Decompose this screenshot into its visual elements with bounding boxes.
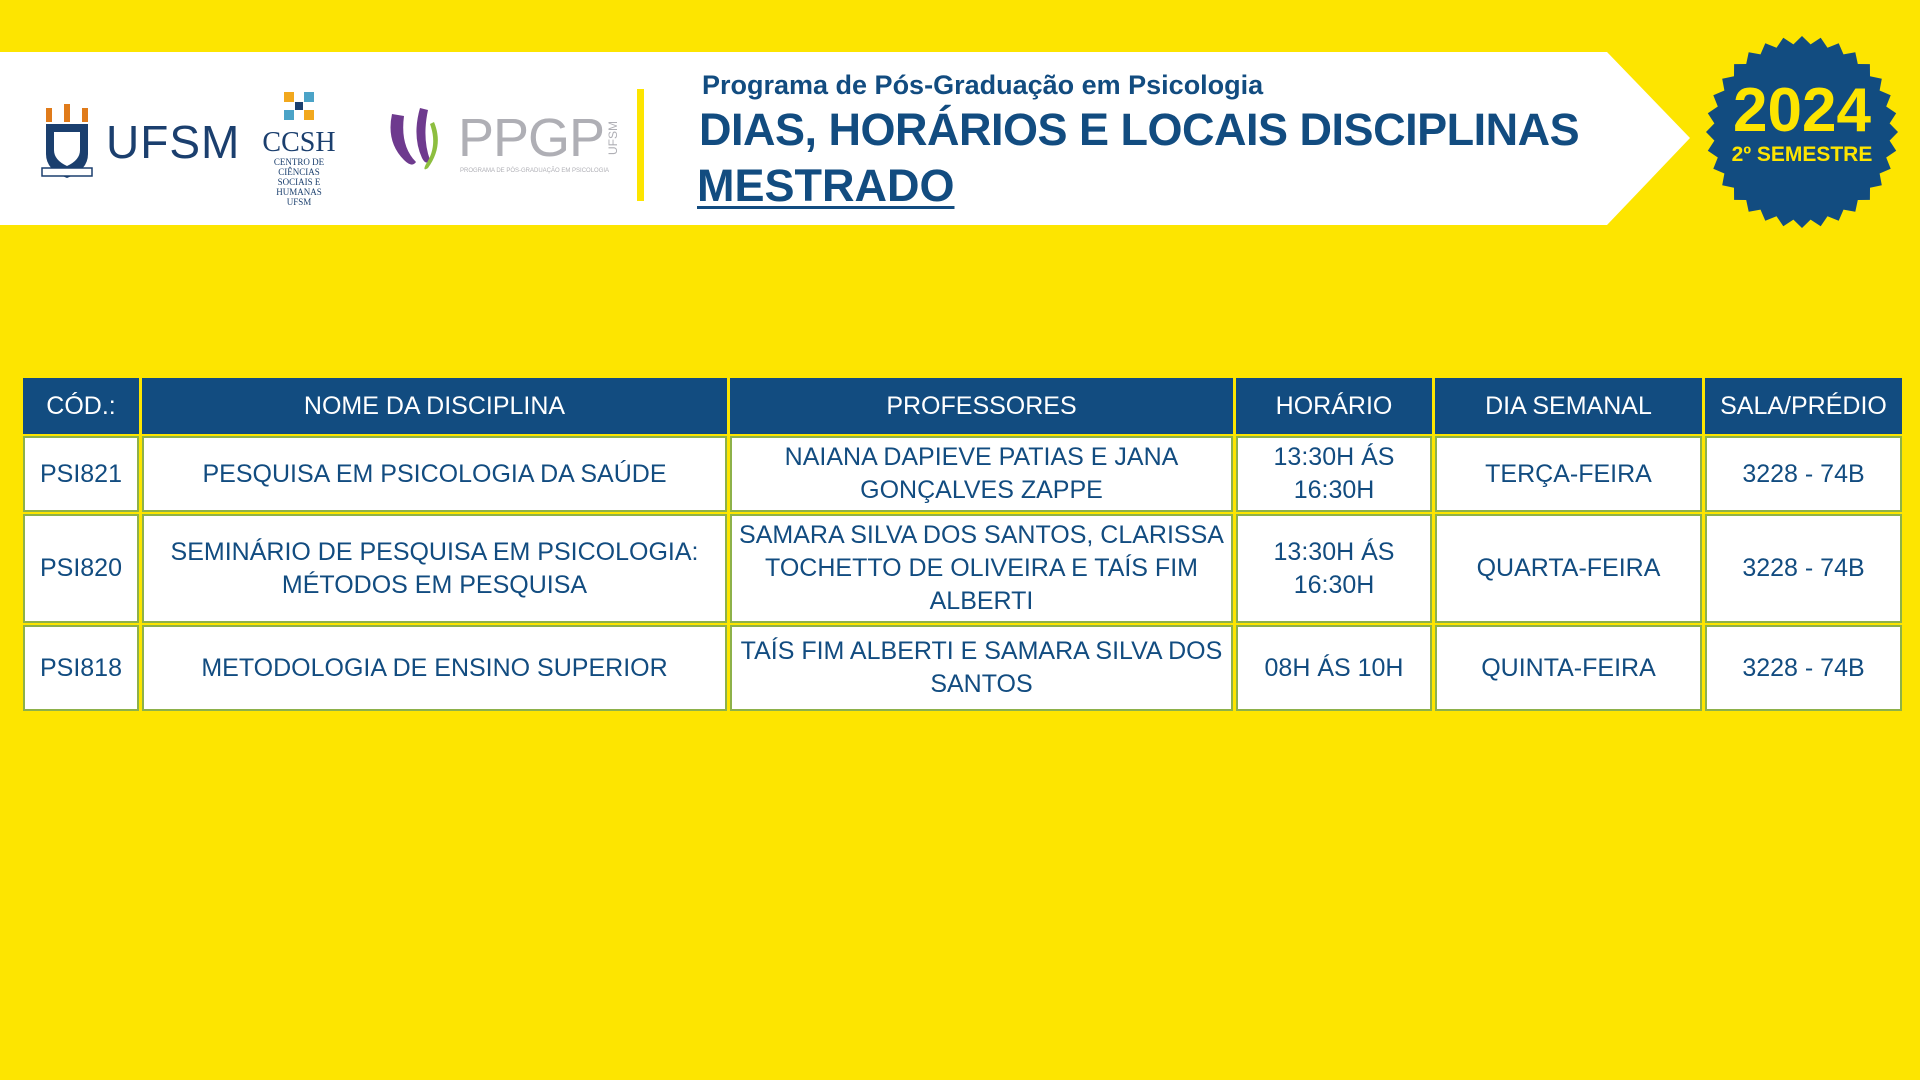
cell-cod: PSI821: [23, 436, 139, 512]
schedule-table: [20, 376, 1905, 713]
header-professores: PROFESSORES: [730, 378, 1233, 434]
cell-professores: TAÍS FIM ALBERTI E SAMARA SILVA DOS SANTOS: [730, 625, 1233, 711]
ppgp-logo: [382, 102, 620, 174]
badge-year: 2024: [1733, 76, 1871, 145]
cell-disciplina: SEMINÁRIO DE PESQUISA EM PSICOLOGIA: MÉTODOS EM PESQUISA: [142, 514, 727, 623]
cell-dia-semanal: QUARTA-FEIRA: [1435, 514, 1702, 623]
ccsh-emblem-icon: [282, 90, 316, 122]
table-header-row: [23, 378, 1902, 434]
logo-group: [36, 52, 636, 225]
cell-sala-predio: 3228 - 74B: [1705, 514, 1902, 623]
ufsm-logo-text: UFSM: [106, 116, 241, 168]
cell-sala-predio: 3228 - 74B: [1705, 625, 1902, 711]
ccsh-logo-sub-3: UFSM: [286, 197, 312, 207]
ccsh-logo-sub-2: SOCIAIS E HUMANAS: [276, 177, 322, 197]
header-nome-disciplina: NOME DA DISCIPLINA: [142, 378, 727, 434]
cell-sala-predio: 3228 - 74B: [1705, 436, 1902, 512]
cell-horario: 08H ÁS 10H: [1236, 625, 1432, 711]
cell-horario: 13:30H ÁS 16:30H: [1236, 514, 1432, 623]
ppgp-logo-text: PPGP: [458, 108, 605, 168]
table-row: [23, 514, 1902, 623]
ccsh-logo-sub-1: CENTRO DE CIÊNCIAS: [273, 157, 325, 177]
header-divider: [637, 89, 644, 201]
cell-disciplina: METODOLOGIA DE ENSINO SUPERIOR: [142, 625, 727, 711]
cell-disciplina: PESQUISA EM PSICOLOGIA DA SAÚDE: [142, 436, 727, 512]
header-dia-semanal: DIA SEMANAL: [1435, 378, 1702, 434]
cell-horario: 13:30H ÁS 16:30H: [1236, 436, 1432, 512]
table-row: [23, 625, 1902, 711]
header-cod: CÓD.:: [23, 378, 139, 434]
cell-dia-semanal: QUINTA-FEIRA: [1435, 625, 1702, 711]
ufsm-crest-icon: [40, 102, 94, 182]
ccsh-logo: [254, 90, 344, 207]
cell-cod: PSI820: [23, 514, 139, 623]
ufsm-logo: [40, 102, 240, 182]
program-subtitle: Programa de Pós-Graduação em Psicologia: [702, 70, 1264, 100]
cell-cod: PSI818: [23, 625, 139, 711]
header-horario: HORÁRIO: [1236, 378, 1432, 434]
ccsh-logo-title: CCSH: [262, 127, 336, 158]
table-row: [23, 436, 1902, 512]
page-title: DIAS, HORÁRIOS E LOCAIS DISCIPLINAS: [699, 104, 1580, 155]
ppgp-logo-ufsm: UFSM: [606, 121, 621, 155]
badge-semester: 2º SEMESTRE: [1731, 143, 1873, 166]
header-sala-predio: SALA/PRÉDIO: [1705, 378, 1902, 434]
cell-professores: SAMARA SILVA DOS SANTOS, CLARISSA TOCHETTO DE OLIVEIRA E TAÍS FIM ALBERTI: [730, 514, 1233, 623]
page-title-mestrado: MESTRADO: [697, 160, 955, 211]
ppgp-psi-icon: [382, 102, 452, 174]
ppgp-logo-sub: PROGRAMA DE PÓS-GRADUAÇÃO EM PSICOLOGIA: [460, 168, 610, 174]
cell-professores: NAIANA DAPIEVE PATIAS E JANA GONÇALVES ZAPPE: [730, 436, 1233, 512]
cell-dia-semanal: TERÇA-FEIRA: [1435, 436, 1702, 512]
